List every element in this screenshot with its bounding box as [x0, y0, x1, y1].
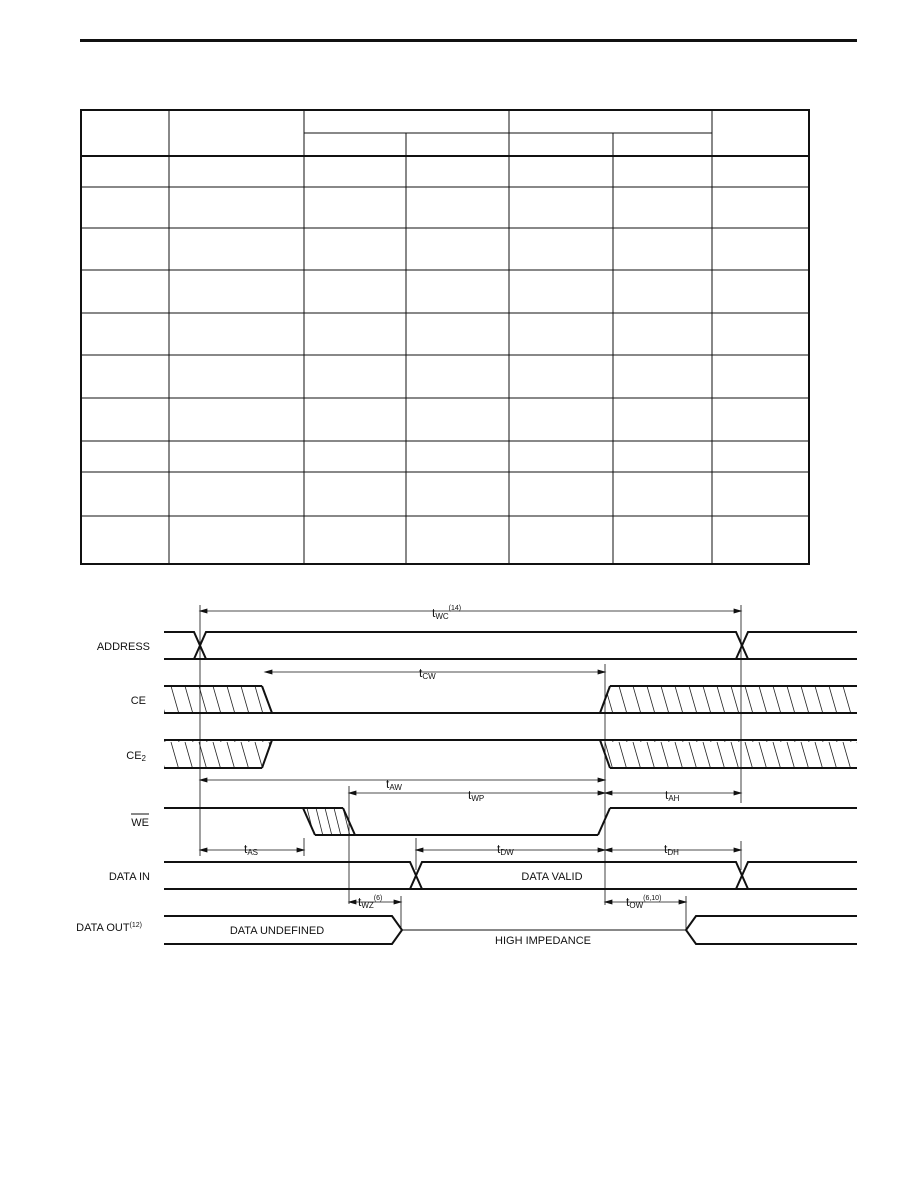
twc-label: tWC$^{(14)}$: [432, 605, 462, 621]
ce2-waveform: [164, 740, 857, 768]
ce2-label: CE2: [126, 750, 146, 763]
data-out-label: DATA OUT$^{(12)}$: [76, 922, 142, 934]
write-cycle-timing-diagram: [0, 590, 918, 960]
data-valid-label: DATA VALID: [521, 871, 583, 883]
tah-label: tAH: [665, 788, 680, 803]
timing-svg: [0, 590, 918, 960]
twz-label: tWZ$^{(6)}$: [358, 895, 383, 910]
tas-label: tAS: [244, 842, 259, 857]
tdh-label: tDH: [664, 842, 679, 857]
data-in-label: DATA IN: [108, 871, 150, 883]
taw-label: tAW: [386, 777, 402, 792]
address-label: ADDRESS: [96, 641, 150, 653]
address-waveform: [164, 632, 857, 659]
ce-label: CE: [130, 695, 146, 707]
table-grid: [80, 109, 810, 565]
table-row-lines: [80, 187, 810, 516]
ce-waveform: [164, 686, 857, 713]
twp-label: tWP: [468, 788, 485, 803]
we-waveform: [164, 808, 857, 835]
header-rule: [80, 39, 857, 42]
data-undefined-label: DATA UNDEFINED: [229, 925, 325, 937]
table-border: [81, 110, 809, 564]
data-in-waveform: [164, 862, 857, 889]
tow-label: tOW$^{(6,10)}$: [626, 895, 662, 910]
we-label: WE: [131, 817, 149, 829]
high-impedance-label: HIGH IMPEDANCE: [495, 935, 591, 947]
tdw-label: tDW: [497, 842, 514, 857]
tcw-label: tCW: [419, 666, 436, 681]
ac-characteristics-table: [80, 109, 810, 565]
